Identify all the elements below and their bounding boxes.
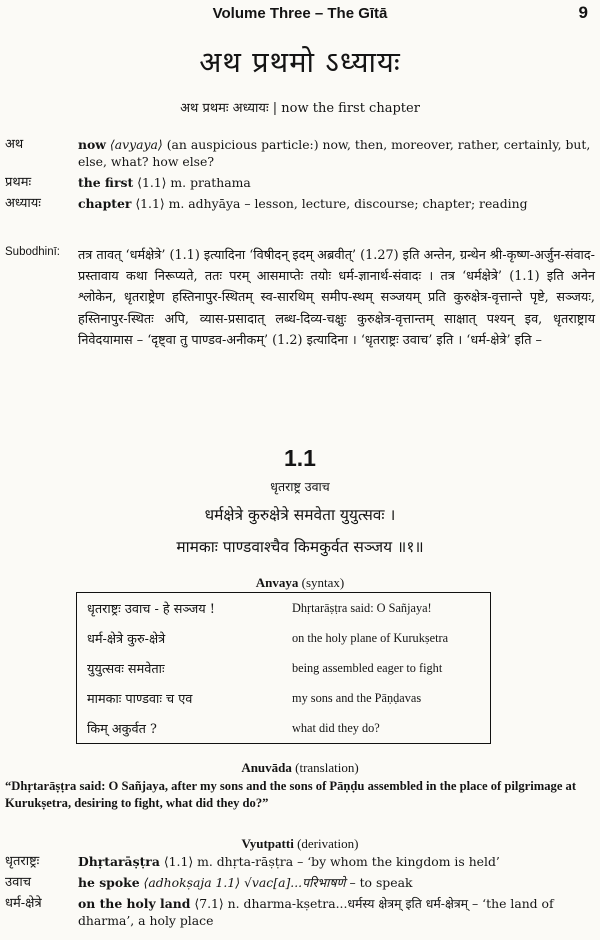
anvaya-english: my sons and the Pāṇḍavas xyxy=(292,690,422,705)
anvaya-row xyxy=(77,713,490,743)
anvaya-heading-gloss: (syntax) xyxy=(301,575,345,590)
vyutpatti-grammar: ⟨7.1⟩ n. dharma-kṣetra...धर्मस्य क्षेत्रम् इति धर्म-क्षेत्रम् xyxy=(194,896,469,911)
lexicon-definition xyxy=(78,136,595,170)
anvaya-heading xyxy=(0,575,600,591)
anvaya-sanskrit: मामकाः पाण्डवाः च एव xyxy=(87,692,193,707)
anvaya-sanskrit: किम् अकुर्वत ? xyxy=(87,722,157,737)
lexicon-grammar: ⟨1.1⟩ m. adhyāya xyxy=(135,196,241,211)
anvaya-english: what did they do? xyxy=(292,720,380,735)
lexicon-entry xyxy=(5,174,595,191)
lexicon-term: अध्यायः xyxy=(5,196,41,211)
anuvada-heading-title: Anuvāda xyxy=(241,760,292,775)
anvaya-english: Dhṛtarāṣṭra said: O Sañjaya! xyxy=(292,600,432,615)
anvaya-table xyxy=(76,592,491,744)
chapter-gloss-sanskrit: अथ प्रथमः अध्यायः xyxy=(180,101,269,116)
lexicon-headword: the first xyxy=(78,175,134,190)
verse-speaker: धृतराष्ट्र उवाच xyxy=(270,479,330,494)
anvaya-english: being assembled eager to fight xyxy=(292,660,443,675)
lexicon-headword: chapter xyxy=(78,196,132,211)
subodhini-label: Subodhinī: xyxy=(5,246,60,258)
anvaya-sanskrit: धृतराष्ट्रः उवाच - हे सञ्जय ! xyxy=(87,602,215,617)
vyutpatti-list xyxy=(5,853,595,933)
chapter-gloss xyxy=(0,98,600,116)
chapter-gloss-separator: | xyxy=(272,101,278,116)
lexicon-headword: now xyxy=(78,137,106,152)
anvaya-row xyxy=(77,683,490,713)
vyutpatti-headword: on the holy land xyxy=(78,896,191,911)
anvaya-row xyxy=(77,623,490,653)
anuvada-heading xyxy=(0,760,600,776)
vyutpatti-headword: Dhṛtarāṣṭra xyxy=(78,854,160,869)
lexicon xyxy=(5,136,595,216)
vyutpatti-definition xyxy=(78,853,595,870)
vyutpatti-grammar: ⟨adhokṣaja 1.1⟩ √vac[a]...परिभाषणे xyxy=(143,875,346,890)
subodhini-commentary xyxy=(5,245,595,351)
chapter-gloss-english: now the first chapter xyxy=(281,101,420,116)
lexicon-meaning: (an auspicious particle:) now, then, moreover, rather, certainly, but, else, what? how else? xyxy=(78,137,591,169)
lexicon-grammar: ⟨avyaya⟩ xyxy=(109,137,163,152)
vyutpatti-definition xyxy=(78,874,595,891)
vyutpatti-term: धृतराष्ट्रः xyxy=(5,854,40,869)
verse-line-1: धर्मक्षेत्रे कुरुक्षेत्रे समवेता युयुत्सवः । xyxy=(204,506,396,524)
vyutpatti-heading-gloss: (derivation) xyxy=(297,836,359,851)
running-header xyxy=(0,2,600,28)
anvaya-english: on the holy plane of Kurukṣetra xyxy=(292,630,449,645)
lexicon-grammar: ⟨1.1⟩ m. prathama xyxy=(137,175,251,190)
vyutpatti-headword: he spoke xyxy=(78,875,140,890)
verse-line-2: मामकाः पाण्डवाश्चैव किमकुर्वत सञ्जय ॥१॥ xyxy=(176,538,424,556)
vyutpatti-grammar: ⟨1.1⟩ m. dhṛta-rāṣṭra xyxy=(163,854,294,869)
lexicon-entry xyxy=(5,195,595,212)
vyutpatti-entry xyxy=(5,853,595,870)
lexicon-entry xyxy=(5,136,595,170)
anvaya-row xyxy=(77,653,490,683)
vyutpatti-meaning: – to speak xyxy=(349,875,413,890)
vyutpatti-term: धर्म-क्षेत्रे xyxy=(5,896,42,911)
running-title: Volume Three – The Gītā xyxy=(212,5,388,22)
anvaya-row xyxy=(77,593,490,623)
vyutpatti-meaning: – ‘by whom the kingdom is held’ xyxy=(297,854,500,869)
anuvada-translation: “Dhṛtarāṣṭra said: O Sañjaya, after my sons and the sons of Pāṇḍu assembled in the place of pilgrimage at Kurukṣetra, desiring to fight, what did they do?” xyxy=(5,779,577,810)
lexicon-term: प्रथमः xyxy=(5,175,32,190)
lexicon-definition xyxy=(78,195,595,212)
chapter-title: अथ प्रथमो ऽध्यायः xyxy=(199,45,401,79)
vyutpatti-term: उवाच xyxy=(5,875,31,890)
vyutpatti-entry xyxy=(5,874,595,891)
vyutpatti-meaning: – ‘the land of dharma’, a holy place xyxy=(78,896,554,928)
vyutpatti-definition xyxy=(78,895,595,929)
lexicon-term: अथ xyxy=(5,137,24,152)
anvaya-sanskrit: युयुत्सवः समवेताः xyxy=(87,662,165,677)
subodhini-text: तत्र तावत् ‘धर्मक्षेत्रे’ (1.1) इत्यादिना ‘विषीदन् इदम् अब्रवीत्’ (1.27) इति अन्तेन, ग्रन्थेन श्री-कृष्ण-अर्जुन-संवाद-प्रस्तावाय कथा निरूप्यते, ततः परम् आसमाप्तेः तयोः धर्म-ज्ञानार्थ-संवादः । तत्र ‘धर्मक्षेत्रे’ (1.1) इति अनेन श्लोकेन, धृतराष्ट्रेण हस्तिनापुर-स्थितम् स्व-सारथिम् समीप-स्थम् सञ्जयम् प्रति कुरुक्षेत्र-वृत्तान्ते पृष्टे, सञ्जयः, हस्तिनापुर-स्थितः अपि, व्यास-प्रसादात् लब्ध-दिव्य-चक्षुः कुरुक्षेत्र-वृत्तान्तम् साक्षात् पश्यन् इव, धृतराष्ट्राय निवेदयामास – ‘दृष्ट्वा तु पाण्डव-अनीकम्’ (1.2) इत्यादिना । ‘धृतराष्ट्रः उवाच’ इति । ‘धर्म-क्षेत्रे’ इति – xyxy=(78,248,595,348)
vyutpatti-heading-title: Vyutpatti xyxy=(241,836,294,851)
vyutpatti-entry xyxy=(5,895,595,929)
lexicon-definition xyxy=(78,174,595,191)
page-number: 9 xyxy=(578,3,588,22)
anuvada-heading-gloss: (translation) xyxy=(295,760,359,775)
lexicon-meaning: – lesson, lecture, discourse; chapter; reading xyxy=(244,196,528,211)
vyutpatti-heading xyxy=(0,836,600,852)
anvaya-sanskrit: धर्म-क्षेत्रे कुरु-क्षेत्रे xyxy=(87,632,166,647)
verse-number: 1.1 xyxy=(284,445,316,471)
anvaya-heading-title: Anvaya xyxy=(255,575,299,590)
